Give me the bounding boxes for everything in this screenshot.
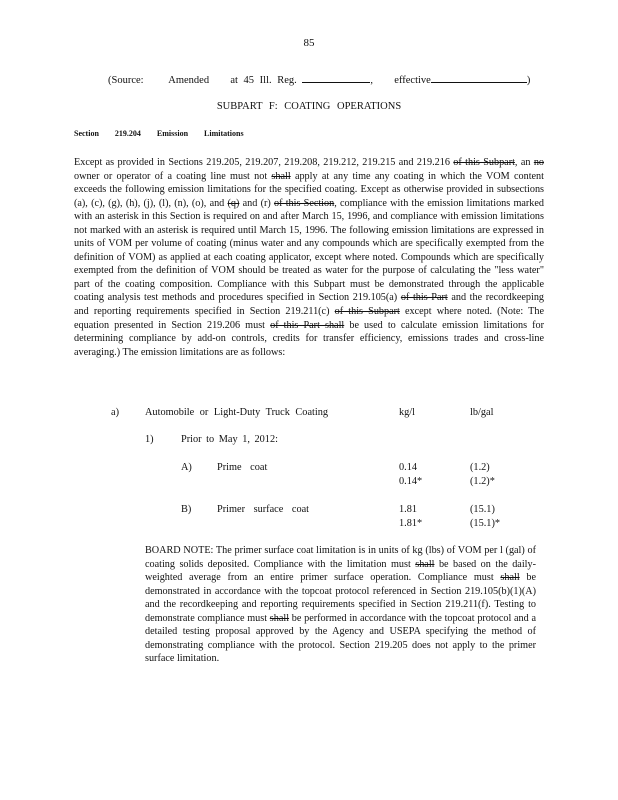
text-run: be based on the daily-weighted average from an entire primer surface operation. Compliance must [145, 558, 536, 584]
text-run: be used to calculate emission limitations for determining compliance by add-on controls, credits for transfer efficiency, emissions trades and cross-line averaging.) The emission limitations are as follows: [74, 319, 545, 358]
source-label: (Source: [108, 75, 144, 86]
section-title-2: Limitations [204, 129, 244, 138]
row-a-lb-star: (1.2)* [470, 476, 495, 487]
unit-kg-per-l: kg/l [399, 407, 416, 418]
text-run: and the recordkeeping and reporting requirements specified in Section 219.211(c) [74, 292, 545, 318]
section-label: Section [74, 129, 99, 138]
row-b-kg: 1.81 [399, 504, 418, 515]
section-number: 219.204 [114, 129, 141, 138]
source-close: ) [526, 75, 531, 86]
source-amended: Amended [168, 75, 210, 86]
unit-lb-per-gal: lb/gal [470, 407, 494, 418]
subitem-label: 1) [145, 434, 154, 445]
text-run: be performed in accordance with the topcoat protocol and a detailed testing proposal approved by the Agency and USEPA specifying the method of demonstrating compliance with the protocol. Section 219.205 does not apply to the primer surface limitation. [145, 612, 536, 665]
text-run: be demonstrated in accordance with the topcoat protocol referenced in Section 219.105(b)(1)(A) and the recordkeeping and reporting requirements specified in Section 219.211(f). Testing to demonstrate compliance must [145, 572, 536, 624]
struck-text: of this Part shall [270, 319, 345, 331]
row-b-lb: (15.1) [470, 504, 495, 515]
source-effective: effective [394, 75, 431, 86]
text-run: Except as provided in Sections 219.205, 219.207, 219.208, 219.212, 219.215 and 219.216 [74, 157, 454, 168]
main-paragraph [74, 156, 544, 359]
subitem-title: Prior to May 1, 2012: [181, 434, 278, 445]
section-title-1: Emission [156, 129, 189, 138]
board-note [145, 544, 536, 666]
item-title: Automobile or Light-Duty Truck Coating [145, 407, 329, 418]
text-run: and (r) [239, 197, 274, 209]
text-run: , compliance with the emission limitations marked with an asterisk in this Section is required on and after March 15, 1996, and compliance with emission limitations not marked with an asterisk is required until March 15, 1996. The following emission limitations are expressed in units of VOM per volume of coating (minus water and any compounds which are specifically exempted from the definition of VOM) as applied at each coating applicator, except where noted. Compounds which are specifically exempted from the definition of VOM should be treated as water for the purpose of calculating the "less water" part of the coating composition. Compliance with this Subpart must be demonstrated through the applicable coating analysis test methods and procedures specified in Section 219.105(a) [74, 197, 545, 304]
source-comma: , [370, 75, 374, 86]
row-a-label: A) [181, 462, 192, 473]
struck-text: shall [415, 558, 435, 570]
struck-text: shall [271, 170, 291, 182]
section-heading [74, 129, 244, 138]
text-run: owner or operator of a coating line must not [74, 170, 272, 182]
row-a-kg: 0.14 [399, 462, 418, 473]
struck-text: of this Part [400, 292, 448, 304]
struck-text: (q) [227, 197, 240, 209]
subpart-title: SUBPART F: COATING OPERATIONS [216, 101, 402, 112]
page-number: 85 [303, 37, 315, 49]
row-b-kg-star: 1.81* [399, 518, 423, 529]
struck-text: of this Subpart [453, 157, 515, 168]
row-b-name: Primer surface coat [217, 504, 310, 515]
source-note [108, 73, 530, 86]
struck-text: no [533, 157, 544, 168]
struck-text: of this Section [273, 197, 335, 209]
reg-blank-line [302, 73, 370, 83]
text-run: BOARD NOTE: The primer surface coat limitation is in units of kg (lbs) of VOM per l (gal) of coating solids deposited. Compliance with the limitation must [145, 545, 536, 570]
text-run: , an [514, 157, 534, 168]
row-a-kg-star: 0.14* [399, 476, 423, 487]
row-a-name: Prime coat [217, 462, 268, 473]
effective-blank-line [431, 73, 527, 83]
struck-text: of this Subpart [334, 306, 400, 318]
source-reg: at 45 Ill. Reg. [230, 75, 297, 86]
struck-text: shall [500, 572, 520, 584]
text-run: apply at any time any coating in which the VOM content exceeds the following emission limitations for the specified coating. Except as otherwise provided in subsections (a), (c), (g), (h), (j), (l), (n), (o), and [74, 170, 544, 209]
row-b-label: B) [181, 504, 192, 515]
item-label: a) [111, 407, 119, 418]
row-a-lb: (1.2) [470, 462, 490, 473]
row-b-lb-star: (15.1)* [470, 518, 501, 529]
struck-text: shall [269, 612, 290, 624]
text-run: except where noted. (Note: The equation presented in Section 219.206 must [74, 306, 544, 331]
